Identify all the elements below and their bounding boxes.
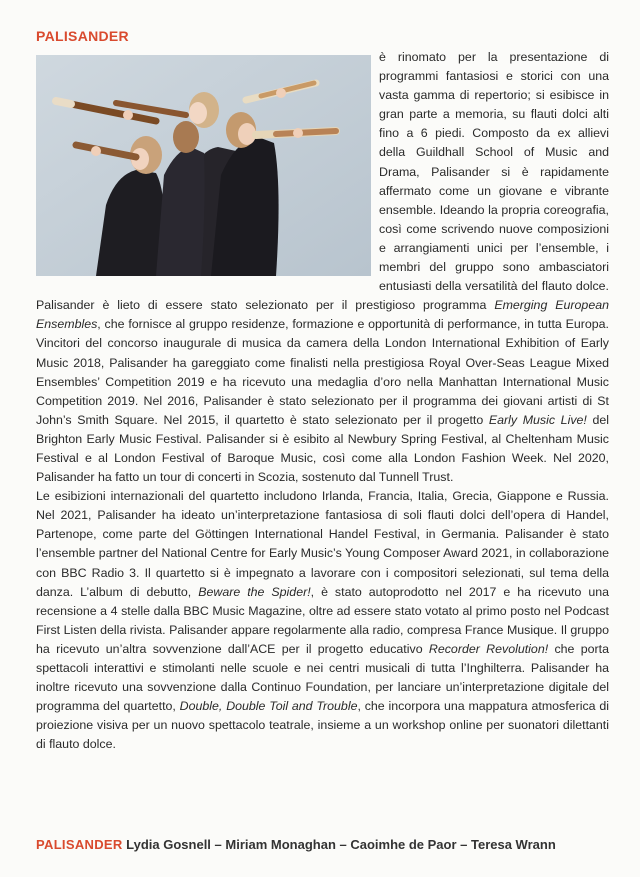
photo-spacer [36,48,379,280]
footer-members: Lydia Gosnell – Miriam Monaghan – Caoimhe de Paor – Teresa Wrann [122,837,556,852]
text-run: Le esibizioni internazionali del quartetto includono Irlanda, Francia, Italia, Grecia, Giappone e Russia. Nel 2021, Palisander ha ideato un’interpretazione fantasiosa di soli flauti dolci dell’opera di Handel, Partenope, come parte del Göttingen International Handel Festival, in Germania. Palisander è stato l’ensemble partner del National Centre for Early Music’s Young Composer Award 2021, in collaborazione con BBC Radio 3. Il quartetto si è impegnato a lavorare con i compositori selezionati, sul tema della danza. L’album di debutto, [36,489,609,599]
italic-title: Beware the Spider! [198,584,311,599]
text-run: , che fornisce al gruppo residenze, formazione e opportunità di performance, in tutta Europa. Vincitori del concorso inaugurale di musica da camera della London International Exhibition of Early Music 2018, Palisander ha gareggiato come finalisti nella prestigiosa Royal Over-Seas League Mixed Ensembles’ Competition 2019 e ha ricevuto una medaglia d’oro nella Manhattan International Music Competition 2019. Nel 2016, Palisander è stato selezionato per il programma dei giovani artisti di St John’s Smith Square. Nel 2015, il quartetto è stato selezionato per il progetto [36,317,609,427]
italic-title: Recorder Revolution! [428,641,549,656]
paragraph-2 [36,487,609,754]
italic-title: Emerging European Ensembles [36,298,609,332]
text-run: che porta spettacoli interattivi e stimolanti nelle scuole e nei centri musicali di tutta l’Inghilterra. Palisander ha inoltre ricevuto una sovvenzione dalla Continuo Foundation, per lanciare un’interpretazione digitale del programma del quartetto, [36,641,609,714]
italic-title: Double, Double Toil and Trouble [179,699,358,714]
footer-brand: PALISANDER [36,837,123,852]
italic-title: Early Music Live! [488,412,587,427]
article-body [36,48,609,754]
text-run: è rinomato per la presentazione di programmi fantasiosi e storici con una vasta gamma di repertorio; si esibisce in gran parte a memoria, su flauti dolci alti fino a 6 piedi. Composto da ex allievi della Guildhall School of Music and Drama, Palisander si è rapidamente affermato come un giovane e vibrante ensemble. Ideando la propria coreografia, così come scrivendo nuove composizioni e arrangiamenti unici per l’ensemble, i membri del gruppo sono ambasciatori entusiasti della versatilità del flauto dolce. Palisander è lieto di essere stato selezionato per il prestigioso programma [36,50,609,313]
text-run: , che incorpora una mappatura atmosferica di proiezione visiva per un nuovo spettacolo teatrale, insieme a un workshop online per suonatori dilettanti di flauto dolce. [36,699,609,752]
text-run: del Brighton Early Music Festival. Palisander si è esibito al Newbury Spring Festival, al Cheltenham Music Festival e al London Festival of Baroque Music, così come alla London Fashion Week. Nel 2020, Palisander ha fatto un tour di concerti in Scozia, sostenuto dal Tunnell Trust. [36,412,609,485]
text-run: , è stato autoprodotto nel 2017 e ha ricevuto una recensione a 4 stelle dalla BBC Music Magazine, oltre ad essere stato votato al primo posto nel Podcast First Listen della rivista. Palisander appare regolarmente alla radio, compresa France Musique. Il gruppo ha ricevuto un’altra sovvenzione dall’ACE per il progetto educativo [36,584,609,656]
page-title: PALISANDER [36,28,129,44]
members-credit [36,837,556,852]
